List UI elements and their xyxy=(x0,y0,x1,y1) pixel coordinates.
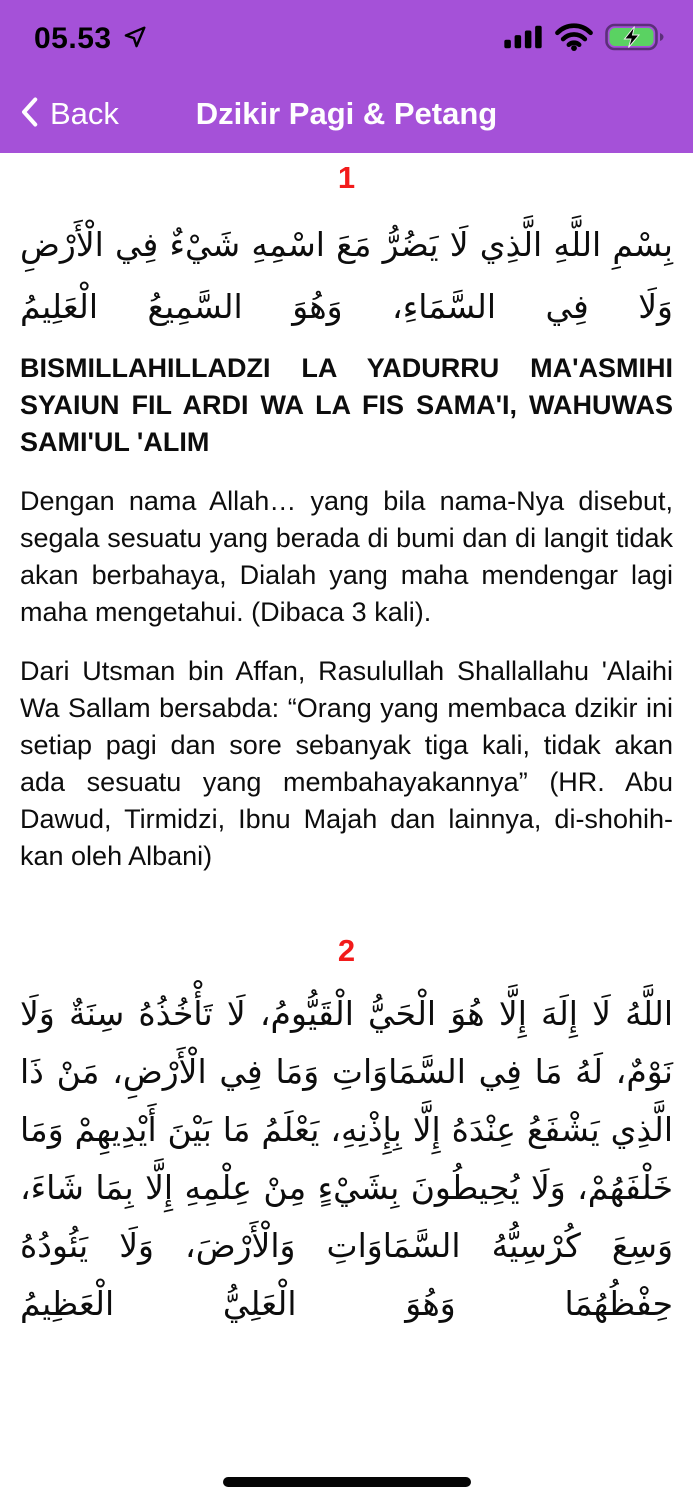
translation-text: Dengan nama Allah… yang bila nama-Nya disebut, segala sesuatu yang berada di bumi dan di langit tidak akan berbahaya, Dialah yang maha mendengar lagi maha mengetahui. (Dibaca 3 kali). xyxy=(20,486,673,627)
hadith-source-text: Dari Utsman bin Affan, Rasulullah Shallallahu 'Alaihi Wa Sallam bersabda: “Orang yang membaca dzikir ini setiap pagi dan sore sebanyak tiga kali, tidak akan ada sesuatu yang membahayakannya” (HR. Abu Dawud, Tirmidzi, Ibnu Majah dan lainnya, di-shohih-kan oleh Albani) xyxy=(20,656,673,871)
header xyxy=(0,0,693,153)
dzikir-section-2 xyxy=(20,933,673,1323)
content-scroll-area[interactable] xyxy=(0,153,693,1500)
section-number: 2 xyxy=(337,933,356,968)
home-indicator-bar[interactable] xyxy=(223,1477,471,1487)
back-label: Back xyxy=(50,96,119,131)
back-button[interactable] xyxy=(20,96,119,132)
arabic-text-clipped-container xyxy=(20,985,673,1323)
transliteration-text: BISMILLAHILLADZI LA YADURRU MA'ASMIHI SYAIUN FIL ARDI WA LA FIS SAMA'I, WAHUWAS SAMI'UL 'ALIM xyxy=(20,353,673,457)
chevron-left-icon xyxy=(20,97,38,132)
status-bar xyxy=(0,0,693,62)
status-bar-right xyxy=(503,22,667,57)
status-time: 05.53 xyxy=(34,22,112,55)
battery-charging-icon xyxy=(605,22,667,57)
arabic-text-continued: حِفْظُهُمَا وَهُوَ الْعَلِيُّ الْعَظِيمُ xyxy=(20,1284,673,1323)
section-number: 1 xyxy=(337,160,356,195)
nav-bar xyxy=(0,84,693,144)
arabic-text: بِسْمِ اللَّهِ الَّذِي لَا يَضُرُّ مَعَ اسْمِهِ شَيْءٌ فِي الْأَرْضِ وَلَا فِي السَّمَاءِ، وَهُوَ السَّمِيعُ الْعَلِيمُ xyxy=(20,225,673,326)
arabic-text: اللَّهُ لَا إِلَهَ إِلَّا هُوَ الْحَيُّ الْقَيُّومُ، لَا تَأْخُذُهُ سِنَةٌ وَلَا نَوْمٌ، لَهُ مَا فِي السَّمَاوَاتِ وَمَا فِي الْأَرْضِ، مَنْ ذَا الَّذِي يَشْفَعُ عِنْدَهُ إِلَّا بِإِذْنِهِ، يَعْلَمُ مَا بَيْنَ أَيْدِيهِمْ وَمَا خَلْفَهُمْ، وَلَا يُحِيطُونَ بِشَيْءٍ مِنْ عِلْمِهِ إِلَّا بِمَا شَاءَ، وَسِعَ كُرْسِيُّهُ السَّمَاوَاتِ وَالْأَرْضَ، وَلَا يَئُودُهُ xyxy=(20,994,673,1265)
dzikir-section-1 xyxy=(20,160,673,875)
wifi-icon xyxy=(555,23,593,56)
page-title: Dzikir Pagi & Petang xyxy=(195,96,498,131)
location-arrow-icon xyxy=(122,24,148,55)
status-bar-left xyxy=(34,22,148,56)
cellular-signal-icon xyxy=(503,23,543,56)
